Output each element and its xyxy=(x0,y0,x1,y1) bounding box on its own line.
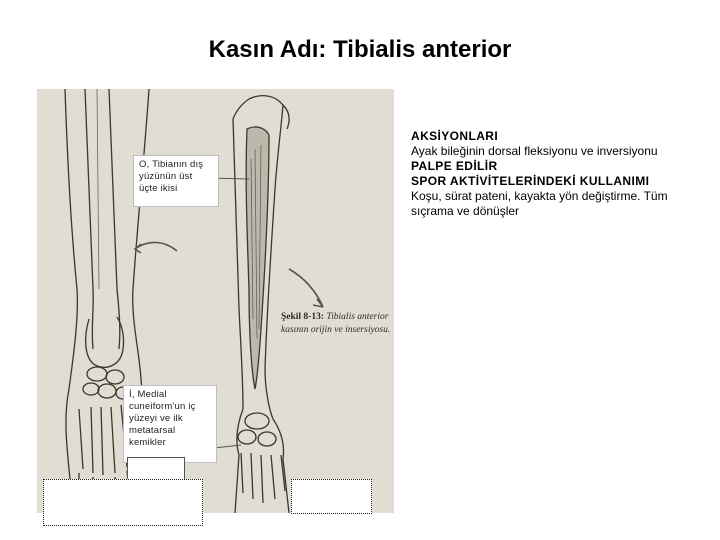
figure-caption-text: Tibialis anterior kasının orijin ve insersiyosu. xyxy=(281,312,391,335)
insertion-callout: İ, Medial cuneiform'un iç yüzeyi ve ilk metatarsal kemikler xyxy=(123,385,217,463)
palpation-heading: PALPE EDİLİR xyxy=(411,159,498,173)
muscle-info-panel xyxy=(411,129,711,219)
blank-label-box xyxy=(291,479,372,514)
slide-title: Kasın Adı: Tibialis anterior xyxy=(208,36,512,63)
sports-heading: SPOR AKTİVİTELERİNDEKİ KULLANIMI xyxy=(411,174,650,188)
left-leg-outline xyxy=(65,89,77,513)
blank-label-box xyxy=(43,479,203,526)
actions-heading: AKSİYONLARI xyxy=(411,129,499,143)
blank-label-box xyxy=(127,457,185,481)
figure-caption xyxy=(281,311,391,336)
figure-caption-lead: Şekil 8-13: xyxy=(281,312,325,322)
actions-text: Ayak bileğinin dorsal fleksiyonu ve inversiyonu xyxy=(411,144,658,158)
sports-text: Koşu, sürat pateni, kayakta yön değiştirme. Tüm sıçrama ve dönüşler xyxy=(411,189,668,218)
origin-callout: O, Tibianın dış yüzünün üst üçte ikisi xyxy=(133,155,219,207)
